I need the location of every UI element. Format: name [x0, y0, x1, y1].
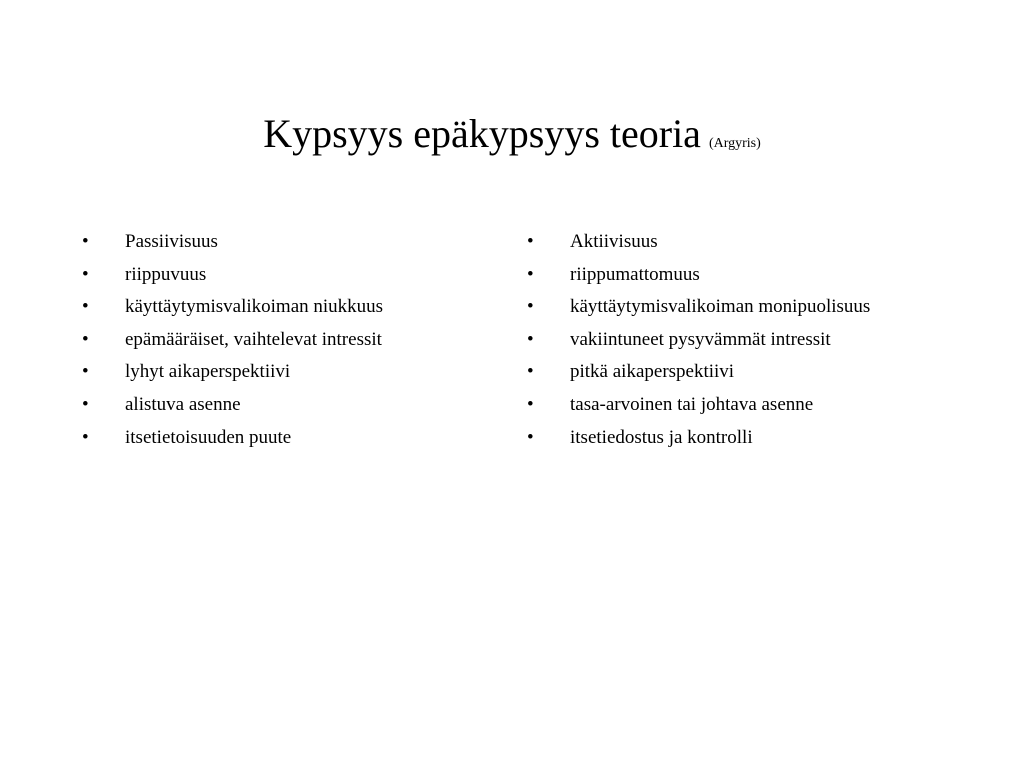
- bullet-icon: •: [82, 361, 89, 383]
- list-item-text: lyhyt aikaperspektiivi: [125, 361, 291, 383]
- bullet-icon: •: [82, 231, 89, 252]
- list-item-text: käyttäytymisvalikoiman niukkuus: [125, 296, 384, 318]
- bullet-icon: •: [82, 328, 89, 350]
- bullet-icon: •: [527, 393, 534, 415]
- list-item-text: riippuvuus: [125, 263, 207, 285]
- list-item-text: alistuva asenne: [125, 393, 241, 415]
- bullet-icon: •: [82, 393, 89, 415]
- list-item-text: pitkä aikaperspektiivi: [570, 361, 735, 383]
- list-item-text: käyttäytymisvalikoiman monipuolisuus: [570, 296, 871, 318]
- list-item-text: itsetietoisuuden puute: [125, 426, 292, 448]
- list-item-text: vakiintuneet pysyvämmät intressit: [570, 328, 831, 350]
- list-item-text: Aktiivisuus: [570, 231, 658, 252]
- bullet-icon: •: [527, 361, 534, 383]
- list-item-text: tasa-arvoinen tai johtava asenne: [570, 393, 814, 415]
- list-item-text: Passiivisuus: [125, 231, 218, 252]
- bullet-icon: •: [527, 231, 534, 252]
- list-item-text: itsetiedostus ja kontrolli: [570, 426, 753, 448]
- bullet-icon: •: [527, 263, 534, 285]
- slide-title: [0, 108, 1024, 170]
- bullet-icon: •: [82, 296, 89, 318]
- bullet-icon: •: [82, 426, 89, 448]
- bullet-icon: •: [527, 328, 534, 350]
- bullet-icon: •: [82, 263, 89, 285]
- title-note: (Argyris): [708, 136, 761, 151]
- bullet-icon: •: [527, 426, 534, 448]
- title-text: Kypsyys epäkypsyys teoria: [263, 111, 701, 156]
- list-item-text: epämääräiset, vaihtelevat intressit: [125, 328, 382, 350]
- bullet-icon: •: [527, 296, 534, 318]
- list-item-text: riippumattomuus: [570, 263, 700, 285]
